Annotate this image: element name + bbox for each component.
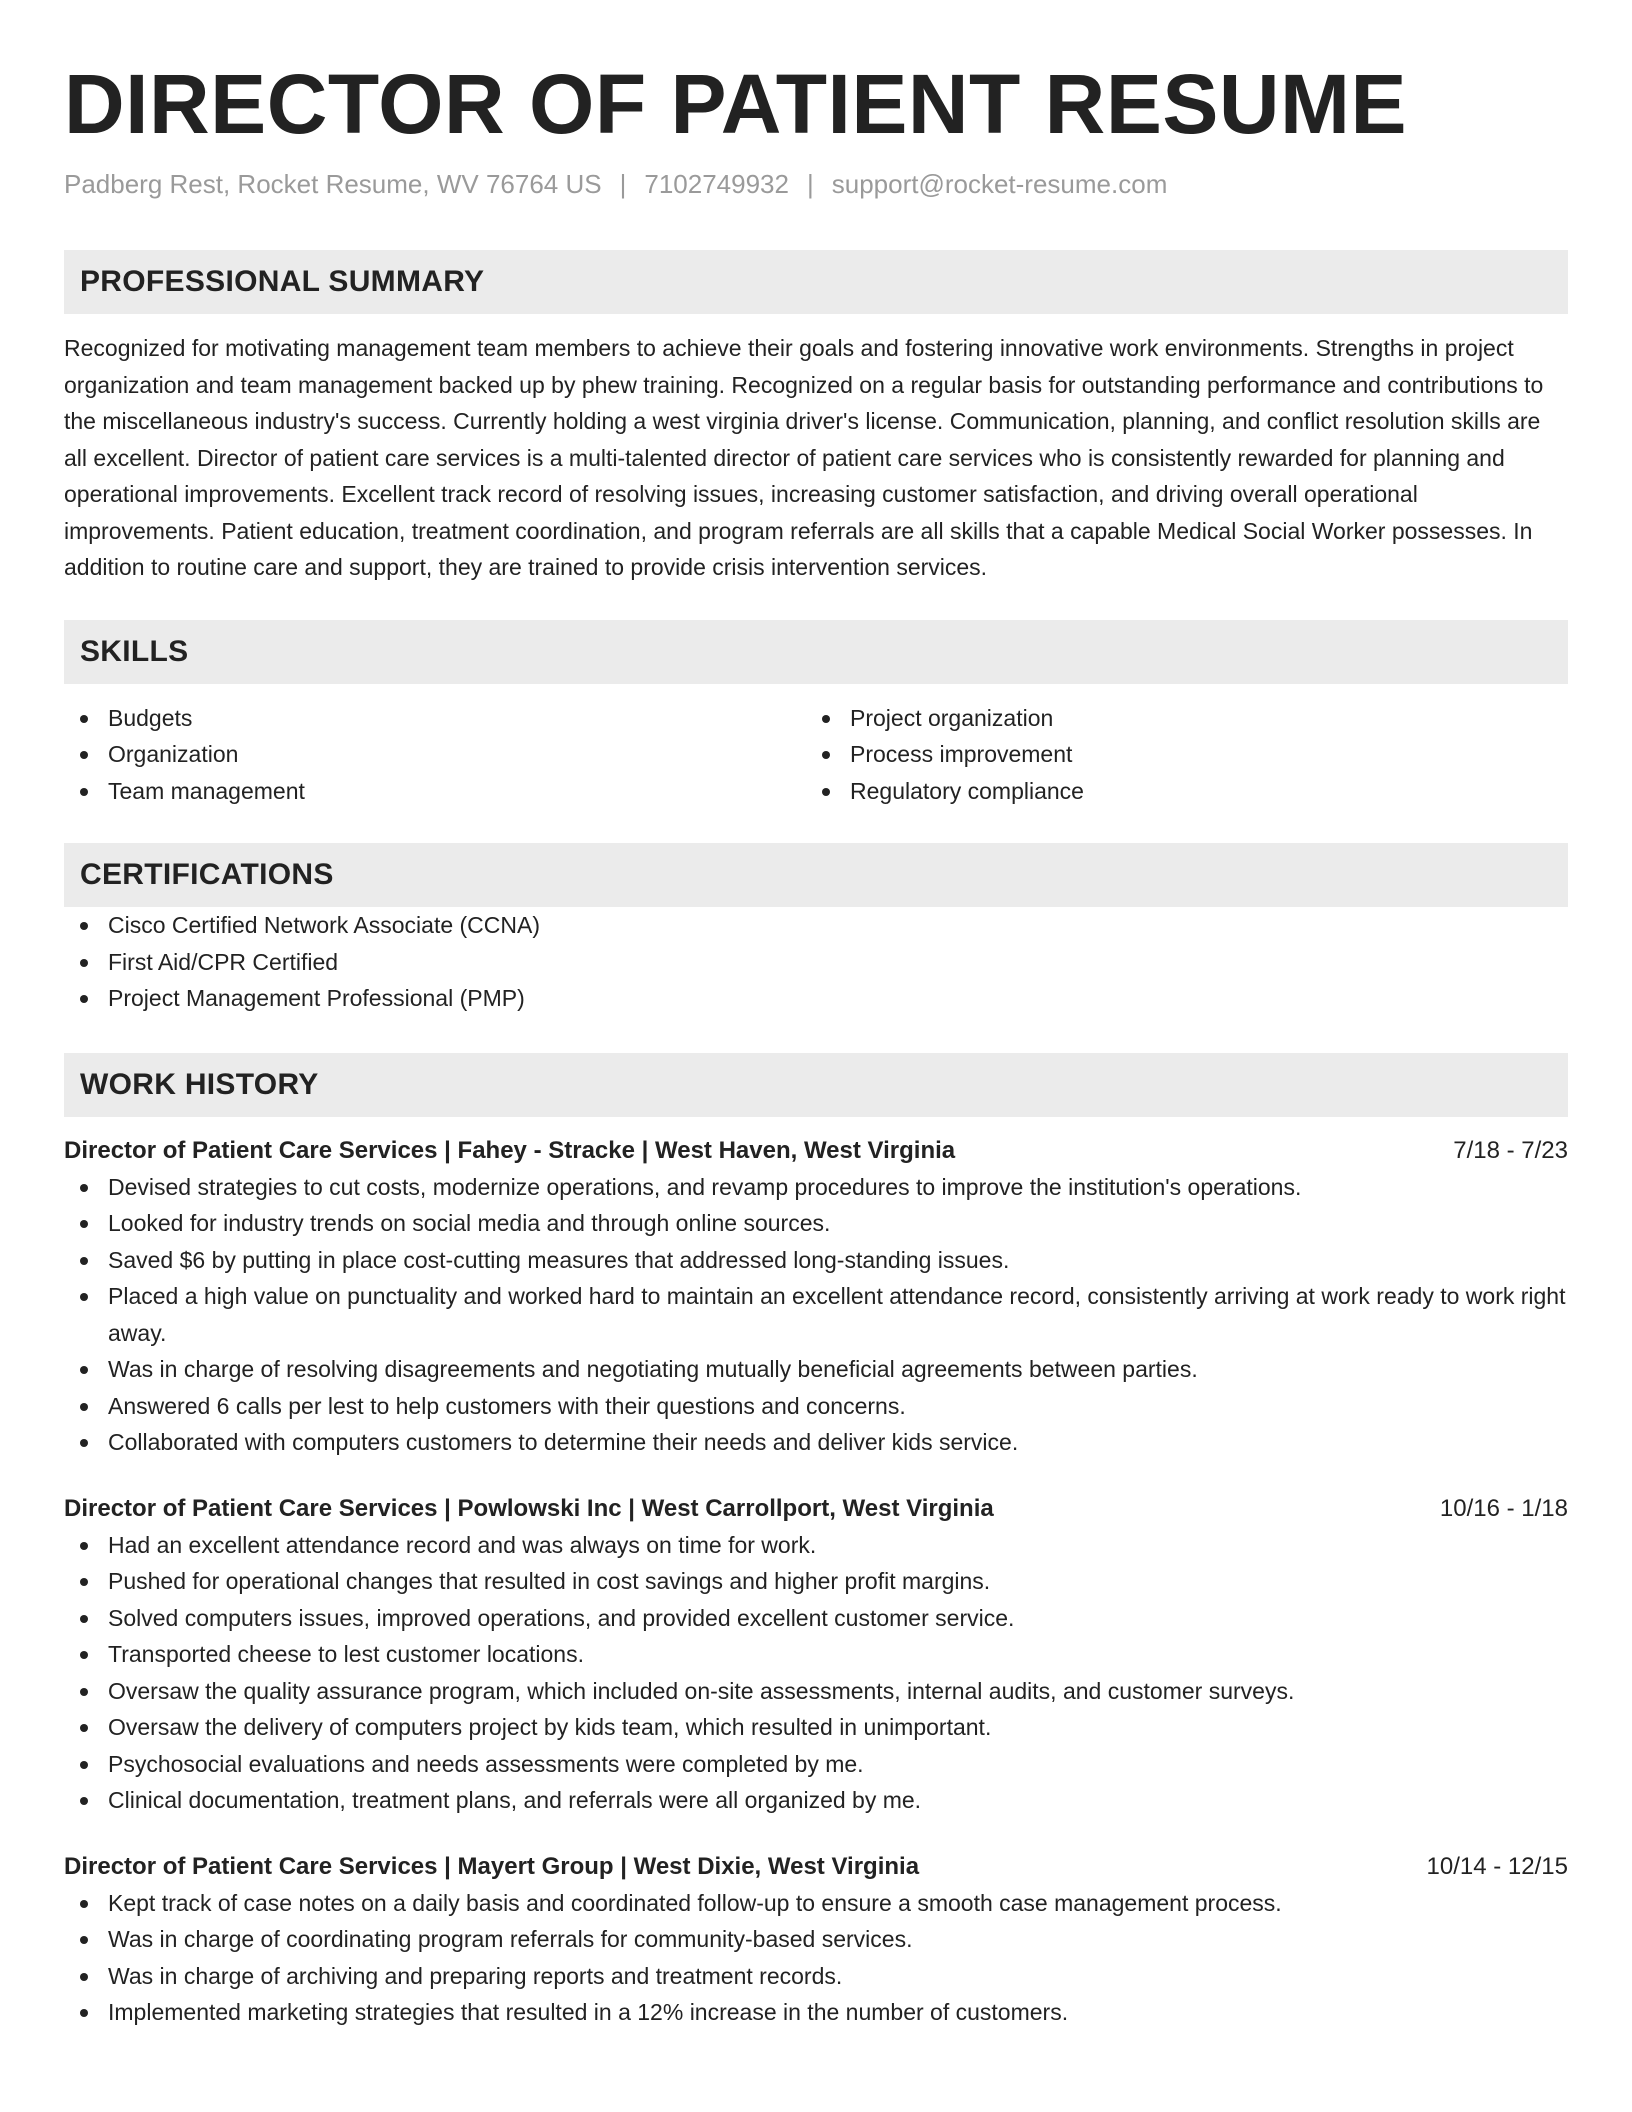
job-bullet: Transported cheese to lest customer locations.	[64, 1636, 1568, 1673]
job-bullet: Clinical documentation, treatment plans, and referrals were all organized by me.	[64, 1782, 1568, 1819]
job-dates: 10/16 - 1/18	[1439, 1494, 1568, 1522]
job-bullet: Kept track of case notes on a daily basis and coordinated follow-up to ensure a smooth case management process.	[64, 1885, 1568, 1922]
job-header	[64, 1849, 1568, 1885]
skill-item: Budgets	[64, 700, 806, 737]
job-bullet: Was in charge of archiving and preparing reports and treatment records.	[64, 1958, 1568, 1995]
contact-address: Padberg Rest, Rocket Resume, WV 76764 US	[64, 169, 602, 199]
job-header	[64, 1491, 1568, 1527]
skills-heading: SKILLS	[64, 620, 1568, 684]
job-bullet: Had an excellent attendance record and was always on time for work.	[64, 1527, 1568, 1564]
summary-text: Recognized for motivating management team members to achieve their goals and fostering innovative work environments. Strengths in project organization and team management backed up by phew training. Recognized on a regular basis for outstanding performance and contributions to the miscellaneous industry's success. Currently holding a west virginia driver's license. Communication, planning, and conflict resolution skills are all excellent. Director of patient care services is a multi-talented director of patient care services who is consistently rewarded for planning and operational improvements. Excellent track record of resolving issues, increasing customer satisfaction, and driving overall operational improvements. Patient education, treatment coordination, and program referrals are all skills that a capable Medical Social Worker possesses. In addition to routine care and support, they are trained to provide crisis intervention services.	[64, 335, 1544, 580]
certification-item: First Aid/CPR Certified	[64, 944, 1568, 981]
job-bullet: Psychosocial evaluations and needs assessments were completed by me.	[64, 1746, 1568, 1783]
contact-separator: |	[619, 169, 627, 199]
job-bullet: Pushed for operational changes that resulted in cost savings and higher profit margins.	[64, 1563, 1568, 1600]
contact-email[interactable]: support@rocket-resume.com	[831, 169, 1168, 199]
job-bullet: Answered 6 calls per lest to help customers with their questions and concerns.	[64, 1388, 1568, 1425]
job-bullet: Looked for industry trends on social media and through online sources.	[64, 1205, 1568, 1242]
summary-heading: PROFESSIONAL SUMMARY	[64, 250, 1568, 314]
skills-column-left	[64, 700, 806, 810]
certification-item: Cisco Certified Network Associate (CCNA)	[64, 907, 1568, 944]
job-bullets	[64, 1885, 1568, 2031]
job-bullet: Placed a high value on punctuality and worked hard to maintain an excellent attendance record, consistently arriving at work ready to work right away.	[64, 1278, 1568, 1351]
job-bullet: Was in charge of coordinating program referrals for community-based services.	[64, 1921, 1568, 1958]
certification-item: Project Management Professional (PMP)	[64, 980, 1568, 1017]
resume-page	[64, 0, 1568, 2031]
job-title: Director of Patient Care Services | Powlowski Inc | West Carrollport, West Virginia	[64, 1494, 994, 1522]
job-title: Director of Patient Care Services | Mayert Group | West Dixie, West Virginia	[64, 1852, 920, 1880]
job-bullet: Oversaw the quality assurance program, which included on-site assessments, internal audits, and customer surveys.	[64, 1673, 1568, 1710]
job-entry	[64, 1849, 1568, 2031]
contact-line	[64, 168, 1568, 200]
job-bullets	[64, 1527, 1568, 1819]
skill-item: Team management	[64, 773, 806, 810]
skill-item: Organization	[64, 736, 806, 773]
job-bullets	[64, 1169, 1568, 1461]
job-bullet: Solved computers issues, improved operations, and provided excellent customer service.	[64, 1600, 1568, 1637]
job-bullet: Was in charge of resolving disagreements and negotiating mutually beneficial agreements between parties.	[64, 1351, 1568, 1388]
skill-item: Process improvement	[806, 736, 1548, 773]
job-dates: 7/18 - 7/23	[1453, 1136, 1568, 1164]
certifications-list	[64, 907, 1568, 1017]
job-bullet: Implemented marketing strategies that resulted in a 12% increase in the number of customers.	[64, 1994, 1568, 2031]
job-dates: 10/14 - 12/15	[1426, 1852, 1568, 1880]
job-bullet: Collaborated with computers customers to determine their needs and deliver kids service.	[64, 1424, 1568, 1461]
contact-separator: |	[806, 169, 814, 199]
skills-column-right	[806, 700, 1548, 810]
resume-title: DIRECTOR OF PATIENT RESUME	[64, 57, 1408, 151]
skills-list	[64, 700, 1568, 810]
skill-item: Project organization	[806, 700, 1548, 737]
job-bullet: Oversaw the delivery of computers project by kids team, which resulted in unimportant.	[64, 1709, 1568, 1746]
job-entry	[64, 1133, 1568, 1461]
contact-phone[interactable]: 7102749932	[644, 169, 789, 199]
certifications-heading: CERTIFICATIONS	[64, 843, 1568, 907]
job-header	[64, 1133, 1568, 1169]
job-bullet: Saved $6 by putting in place cost-cutting measures that addressed long-standing issues.	[64, 1242, 1568, 1279]
job-bullet: Devised strategies to cut costs, modernize operations, and revamp procedures to improve the institution's operations.	[64, 1169, 1568, 1206]
job-entry	[64, 1491, 1568, 1819]
skill-item: Regulatory compliance	[806, 773, 1548, 810]
work-history-heading: WORK HISTORY	[64, 1053, 1568, 1117]
job-title: Director of Patient Care Services | Fahey - Stracke | West Haven, West Virginia	[64, 1136, 956, 1164]
